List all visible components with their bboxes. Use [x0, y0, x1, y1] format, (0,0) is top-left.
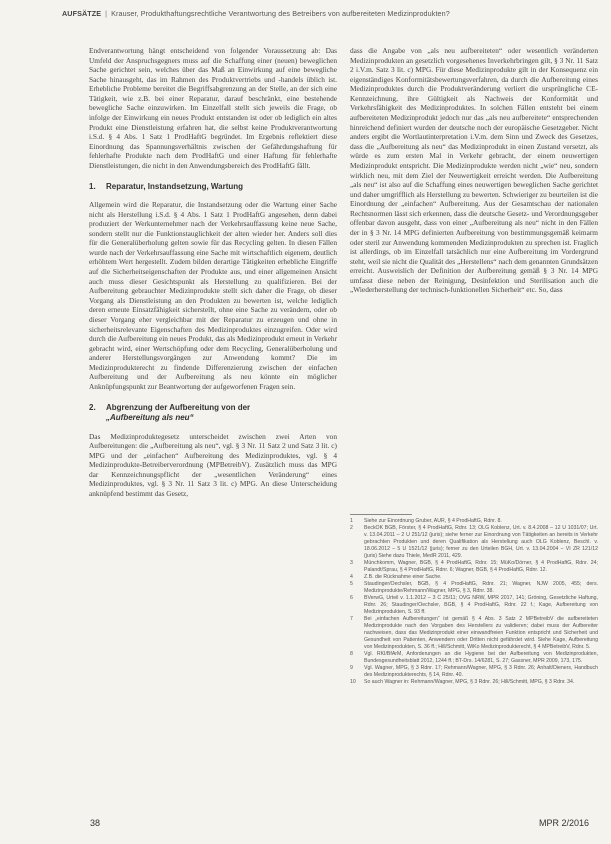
- header-rubric: AUFSÄTZE: [62, 9, 102, 18]
- footnote: [350, 525, 598, 559]
- footnote-number: 3: [350, 559, 353, 566]
- footnote-number: 10: [350, 678, 356, 685]
- header-title: Krauser, Produkthaftungsrechtliche Verantwortung des Betreibers von aufbereiteten Medizinprodukten?: [111, 9, 450, 18]
- journal-issue: MPR 2/2016: [538, 818, 589, 828]
- section-paragraph-2: Das Medizinproduktegesetz unterscheidet zwischen zwei Arten von Aufbereitungen: die „Aufbereitung als neu“, vgl. § 3 Nr. 11 Satz 2 und Satz 3 lit. c) MPG und der „einfachen“ Aufbereitung des Medizinproduktes, vgl. § 4 Medizinprodukte-Betreiberverordnung (MPBetreibV). Zusätzlich muss das MPG dar Kennzeichnungspflicht der „wesentlichen Veränderung“ eines Medizinproduktes, vgl. § 3 Nr. 11 Satz 3 lit. c) MPG. An diese Unterscheidung anknüpfend bestimmt das Gesetz,: [89, 431, 337, 499]
- footnote-text: So auch Wagner in: Rehmann/Wagner, MPG, § 3 Rdnr. 26; Hill/Schmitt, MPG, § 3 Rdnr. 34.: [364, 678, 575, 685]
- left-column: [89, 46, 337, 499]
- footnote-text: Münchkomm, Wagner, BGB, § 4 ProdHaftG, Rdnr. 15; MüKo/Dörner, § 4 ProdHaftG, Rdnr. 24; Palandt/Sprau, § 4 ProdHaftG, Rdnr. 6; Wagner, BGB, § 4 ProdHaftG, Rdnr. 12.: [364, 559, 598, 573]
- footnote-number: 5: [350, 581, 353, 588]
- footnote: [350, 651, 598, 665]
- footnote-text: Siehe zur Einordnung Gruber, AUR, § 4 ProdHaftG, Rdnr. 8.: [364, 518, 502, 524]
- footnote-rule: [350, 514, 412, 515]
- footnote: [350, 518, 598, 525]
- right-column: [350, 46, 598, 295]
- footnote-text: Vgl. Wagner, MPG, § 3 Rdnr. 17; Rehmann/Wagner, MPG, § 3 Rdnr. 26; Anhalt/Dieners, Handbuch des Medizinprodukterechts, § 14, Rdnr. 40.: [364, 664, 598, 678]
- footnote-number: 6: [350, 595, 353, 602]
- section-title-1: Reparatur, Instandsetzung, Wartung: [106, 181, 244, 191]
- running-header: [62, 9, 591, 21]
- footnotes: [350, 518, 598, 686]
- footnote-text: Staudinger/Oechsler, BGB, § 4 ProdHaftG, Rdnr. 21; Wagner, NJW 2005, 455; ders. Medizinprodukte/Rehmann/Wagner, MPG, § 3, Rdnr. 38.: [364, 581, 598, 594]
- section-heading-1: [89, 182, 337, 193]
- footnote: [350, 595, 598, 616]
- page-number: 38: [90, 818, 101, 828]
- footnote-text: BeckOK BGB, Förster, § 4 ProdHaftG, Rdnr. 13; OLG Koblenz, Urt. v. 8.4.2008 – 12 U 1031/07; Urt. v. 13.04.2011 – 2 U 251/12 (juris); siehe ferner zur Einordnung von Tätigkeiten an bereits in Verkehr gebrachten Produkten und deren Qualifikation als Herstellung auch OLG Koblenz, Beschl. v. 18.06.2012 – 5 U 1521/12 (juris); ferner zu den Urteilen BGH, Urt. v. 13.04.2004 – VI ZR 121/12 (juris) Siehe dazu Thiele, MedR 2011, 429.: [364, 525, 598, 559]
- footnote: [350, 665, 598, 679]
- footnote-text: Bei „einfachen Aufbereitungen“ ist gemäß § 4 Abs. 3 Satz 2 MPBetreibV die aufbereiteten Medizinprodukte nach den Vorgaben des Herstellers zu validieren; dabei muss der Aufbereiter nachweisen, dass das Medizinprodukt einer einwandfreien Funktion entspricht und Sicherheit und Gesundheit von Patienten, Anwendern oder Dritten nicht gefährdet wird. Siehe Kage, Aufbereitung von Medizinprodukten, S. 36 ff.; Hill/Schmitt, WiKo Medizinprodukterecht, § 4 MPBetreibV, Rdnr. 5.: [364, 616, 598, 650]
- footnote-number: 9: [350, 664, 353, 671]
- section-subtitle-2: „Aufbereitung als neu“: [106, 413, 194, 423]
- section-heading-2: [89, 403, 337, 424]
- section-paragraph-1: Allgemein wird die Reparatur, die Instandsetzung oder die Wartung einer Sache nicht als Herstellung i.S.d. § 4 Abs. 1 Satz 1 ProdHaftG angesehen, denn dabei produziert der Werkunternehmer nach der Verkehrsauffassung keine neue Sache, sondern stellt nur die Funktionstauglichkeit der alten wieder her. Anders soll dies für die Generalüberholung gelten sowie für das Recycling gelten. In diesen Fällen wurde nach der Verkehrsauffassung eine Sache mit wirtschaftlich eigenem, deutlich erhöhtem Wert hergestellt. Zudem bilden derartige Tätigkeiten erhebliche Eingriffe auf die Sicherheitseigenschaften der Produkte aus, und einer allgemeinen Ansicht auch muss dieser Gesichtspunkt als Herstellung zu qualifizieren. Bei der Aufbereitung gebrauchter Medizinprodukte stellt sich daher die Frage, ob dieser Vorgang als Dienstleistung an den Produkten zu bewerten ist, welche lediglich deren erneute Einsatzfähigkeit sicherstellt, ohne eine Sache zu verändern, oder ob dieser Vorgang eher vergleichbar mit der Reparatur zu erzeugen und ohne in sicherheitsrelevante Eigenschaften des Medizinproduktes einzugreifen. Oder wird durch die Aufbereitung ein neues Produkt, das als Medizinprodukt erneut in Verkehr gebracht wird, einer Wertschöpfung oder dem Recycling, Generalüberholung und anderer Herstellungsvorgängen zur Anwendung kommt? Die im Medizinprodukterecht zu findende Differenzierung zwischen der einfachen Aufbereitung und der Aufbereitung als neu könnte ein möglicher Anknüpfungspunkt zur Beantwortung der aufgeworfenen Fragen sein.: [89, 200, 337, 391]
- footnote: [350, 574, 598, 581]
- section-title-2: Abgrenzung der Aufbereitung von der: [106, 402, 251, 412]
- footnote-number: 2: [350, 525, 353, 532]
- footnote-number: 1: [350, 518, 353, 524]
- section-number-2: 2.: [89, 402, 96, 412]
- footnote: [350, 679, 598, 686]
- footnote-number: 4: [350, 573, 353, 580]
- footnote: [350, 581, 598, 595]
- footnote-text: Vgl. RKI/BfArM, Anforderungen an die Hygiene bei der Aufbereitung von Medizinprodukten, Bundesgesundheitsblatt 2012, 1244 ff.; BT-Drs. 14/6281, S. 27; Gassner, MPR 2009, 173, 175.: [364, 650, 598, 664]
- right-column-paragraph: dass die Angabe von „als neu aufbereiteten“ oder wesentlich veränderten Medizinprodukten an gesetzlich vorgesehenes Inverkehrbringen gilt, § 3 Nr. 11 Satz 2 i.V.m. Satz 3 lit. c) MPG. Für diese Medizinprodukte gilt in der Konsequenz ein eigenständiges Konformitätsbewertungsverfahren, da durch die Aufbereitung eines Medizinproduktes durch die Produktveränderung verliert die ursprüngliche CE-Kennzeichnung, ihre Gültigkeit als Nachweis der Konformität und Verkehrsfähigkeit des Medizinproduktes. In solchen Fällen entsteht bei einem aufbereiteten Medizinprodukt jedoch nur das „als neu aufbereitete“ entsprechenden hinreichend definiert wurden der deutsche noch der europäische Gesetzgeber. Nicht anders ergibt die Wortlautinterpretation i.V.m. dem Sinn und Zweck des Gesetzes, dass die „Aufbereitung als neu“ das Medizinprodukt in einen Zustand versetzt, als würde es zum ersten Mal in Verkehr gebracht, der einem neuwertigen Medizinprodukt entspricht. Die Medizinprodukte werden nicht „wie“ neu, sondern wirklich neu, mit dem Ziel der Neuwertigkeit erreicht werden. Die Aufbereitung „als neu“ ist also auf die Schaffung eines neuwertigen beweglichen Sache gerichtet und daher umgrifflich als Herstellung zu bewerten. Schwieriger zu beurteilen ist die Einordnung der „einfachen“ Aufbereitung. Aus der Gesamtschau der nationalen Rechtsnormen lässt sich erkennen, dass die deutsche Gesetz- und Verordnungsgeber offenbar davon ausgeht, dass von einer „Aufbereitung als neu“ nicht in den Fällen der in § 3 Nr. 14 MPG definierten Aufbereitung von bestimmungsgemäß keimarm oder steril zur Anwendung kommenden Medizinprodukten zu sprechen ist. Fraglich ist allerdings, ob im Einzelfall tatsächlich nur eine Aufbereitung im Vordergrund steht, weil sie nicht die Qualität des „Herstellens“ nach dem genannten Grundsätzen erreicht. Ausweislich der Definition der Aufbereitung gemäß § 3 Nr. 14 MPG umfasst diese neben der Reinigung, Desinfektion und Sterilisation auch die „Wiederherstellung der technisch-funktionellen Sicherheit“ etc. So, dass: [350, 46, 598, 295]
- footnote: [350, 616, 598, 650]
- footnote-number: 8: [350, 650, 353, 657]
- footnote-number: 7: [350, 616, 353, 623]
- header-separator: |: [105, 9, 108, 18]
- footnote-text: Z.B. die Rücknahme einer Sache.: [364, 573, 442, 580]
- intro-paragraph: Endverantwortung hängt entscheidend von folgender Voraussetzung ab: Das Umfeld der Anspruchsgegners muss auf die Schaffung einer (neuen) beweglichen Sache gerichtet sein, welches über das Maß an Einwirkung auf eine bewegliche Sache hinausgeht, das im Rahmen des Produktvertriebs und -handels üblich ist. Erhebliche Probleme bereitet die Begriffsabgrenzung an der Stelle, an der sich eine Tätigkeit, wie z.B. bei einer Reparatur, darauf beschränkt, eine bestehende bewegliche Sache einzuwirken. Im Einzelfall stellt sich jeweils die Frage, ob infolge der Einwirkung ein neues Produkt entstanden ist oder ob lediglich ein altes Produkt eine Dienstleistung erfahren hat, die selbst keine Produktverantwortung i.S.d. § 4 Abs. 1 Satz 1 ProdHaftG begründet. Im Ergebnis reflektiert diese Einordnung das Spannungsverhältnis zwischen der Gefährdungshaftung für fehlerhafte Produkte nach dem ProdHaftG und einer Haftung für fehlerhafte Dienstleistungen, die nicht in den Anwendungsbereich des ProdHaftG fällt.: [89, 46, 337, 170]
- section-number-1: 1.: [89, 181, 96, 191]
- footnote-text: BVerwG, Urteil v. 1.1.2012 – 3 C 25/11; OVG NRW, MPR 2017, 141; Gröning, Gesetzliche Haftung, Rdnr. 26; Staudinger/Oechsler, BGB, § 4 ProdHaftG, Rdnr. 22 f.; Kage, Aufbereitung von Medizinprodukten, S. 93 ff.: [364, 595, 598, 615]
- footnote: [350, 560, 598, 574]
